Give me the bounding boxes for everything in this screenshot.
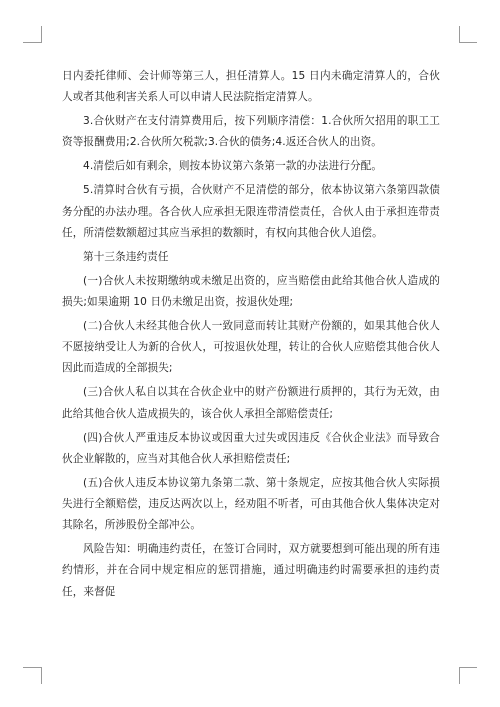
paragraph-liability-2: (二)合伙人未经其他合伙人一致同意而转让其财产份额的，如果其他合伙人不愿接纳受让人为新的合伙人，可按退伙处理，转让的合伙人应赔偿其他合伙人因此而造成的全部损失; <box>62 320 440 375</box>
paragraph-liability-4: (四)合伙人严重违反本协议或因重大过失或因违反《合伙企业法》而导致合伙企业解散的，应当对其他合伙人承担赔偿责任; <box>62 431 440 465</box>
paragraph-risk-notice: 风险告知：明确违约责任，在签订合同时，双方就要想到可能出现的所有违约情形，并在合同中规定相应的惩罚措施，通过明确违约时需要承担的违约责任，来督促 <box>62 543 440 598</box>
crop-mark-bottom-left <box>41 667 42 684</box>
section-heading-liability: 第十三条违约责任 <box>83 250 169 263</box>
paragraph-surplus-distribution: 4.清偿后如有剩余，则按本协议第六条第一款的办法进行分配。 <box>83 160 383 173</box>
paragraph-liability-1: (一)合伙人未按期缴纳或未缴足出资的，应当赔偿由此给其他合伙人造成的损失;如果逾期 10 日仍未缴足出资，按退伙处理; <box>62 274 440 309</box>
paragraph-loss-handling: 5.清算时合伙有亏损，合伙财产不足清偿的部分，依本协议第六条第四款债务分配的办法办理。各合伙人应承担无限连带清偿责任，合伙人由于承担连带责任，所清偿数额超过其应当承担的数额时，有权向其他合伙人追偿。 <box>62 184 440 239</box>
document-body <box>62 66 440 606</box>
paragraph-liability-3: (三)合伙人私自以其在合伙企业中的财产份额进行质押的，其行为无效，由此给其他合伙人造成损失的，该合伙人承担全部赔偿责任; <box>62 386 440 420</box>
paragraph-clearing-appointment: 日内委托律师、会计师等第三人，担任清算人。15 日内未确定清算人的，合伙人或者其他利害关系人可以申请人民法院指定清算人。 <box>62 70 440 104</box>
crop-mark-top-left <box>23 42 41 43</box>
crop-mark-bottom-right <box>459 667 460 684</box>
paragraph-repayment-order: 3.合伙财产在支付清算费用后，按下列顺序清偿：1.合伙所欠招用的职工工资等报酬费用;2.合伙所欠税款;3.合伙的债务;4.返还合伙人的出资。 <box>62 115 440 149</box>
crop-mark-top-right <box>459 42 477 43</box>
paragraph-liability-5: (五)合伙人违反本协议第九条第二款、第十条规定，应按其他合伙人实际损失进行全额赔偿，违反达两次以上，经劝阻不听者，可由其他合伙人集体决定对其除名，所涉股份全部冲公。 <box>62 476 440 532</box>
crop-mark-bottom-left <box>23 667 41 668</box>
crop-mark-bottom-right <box>459 667 477 668</box>
crop-mark-top-right <box>459 26 460 43</box>
crop-mark-top-left <box>41 26 42 43</box>
